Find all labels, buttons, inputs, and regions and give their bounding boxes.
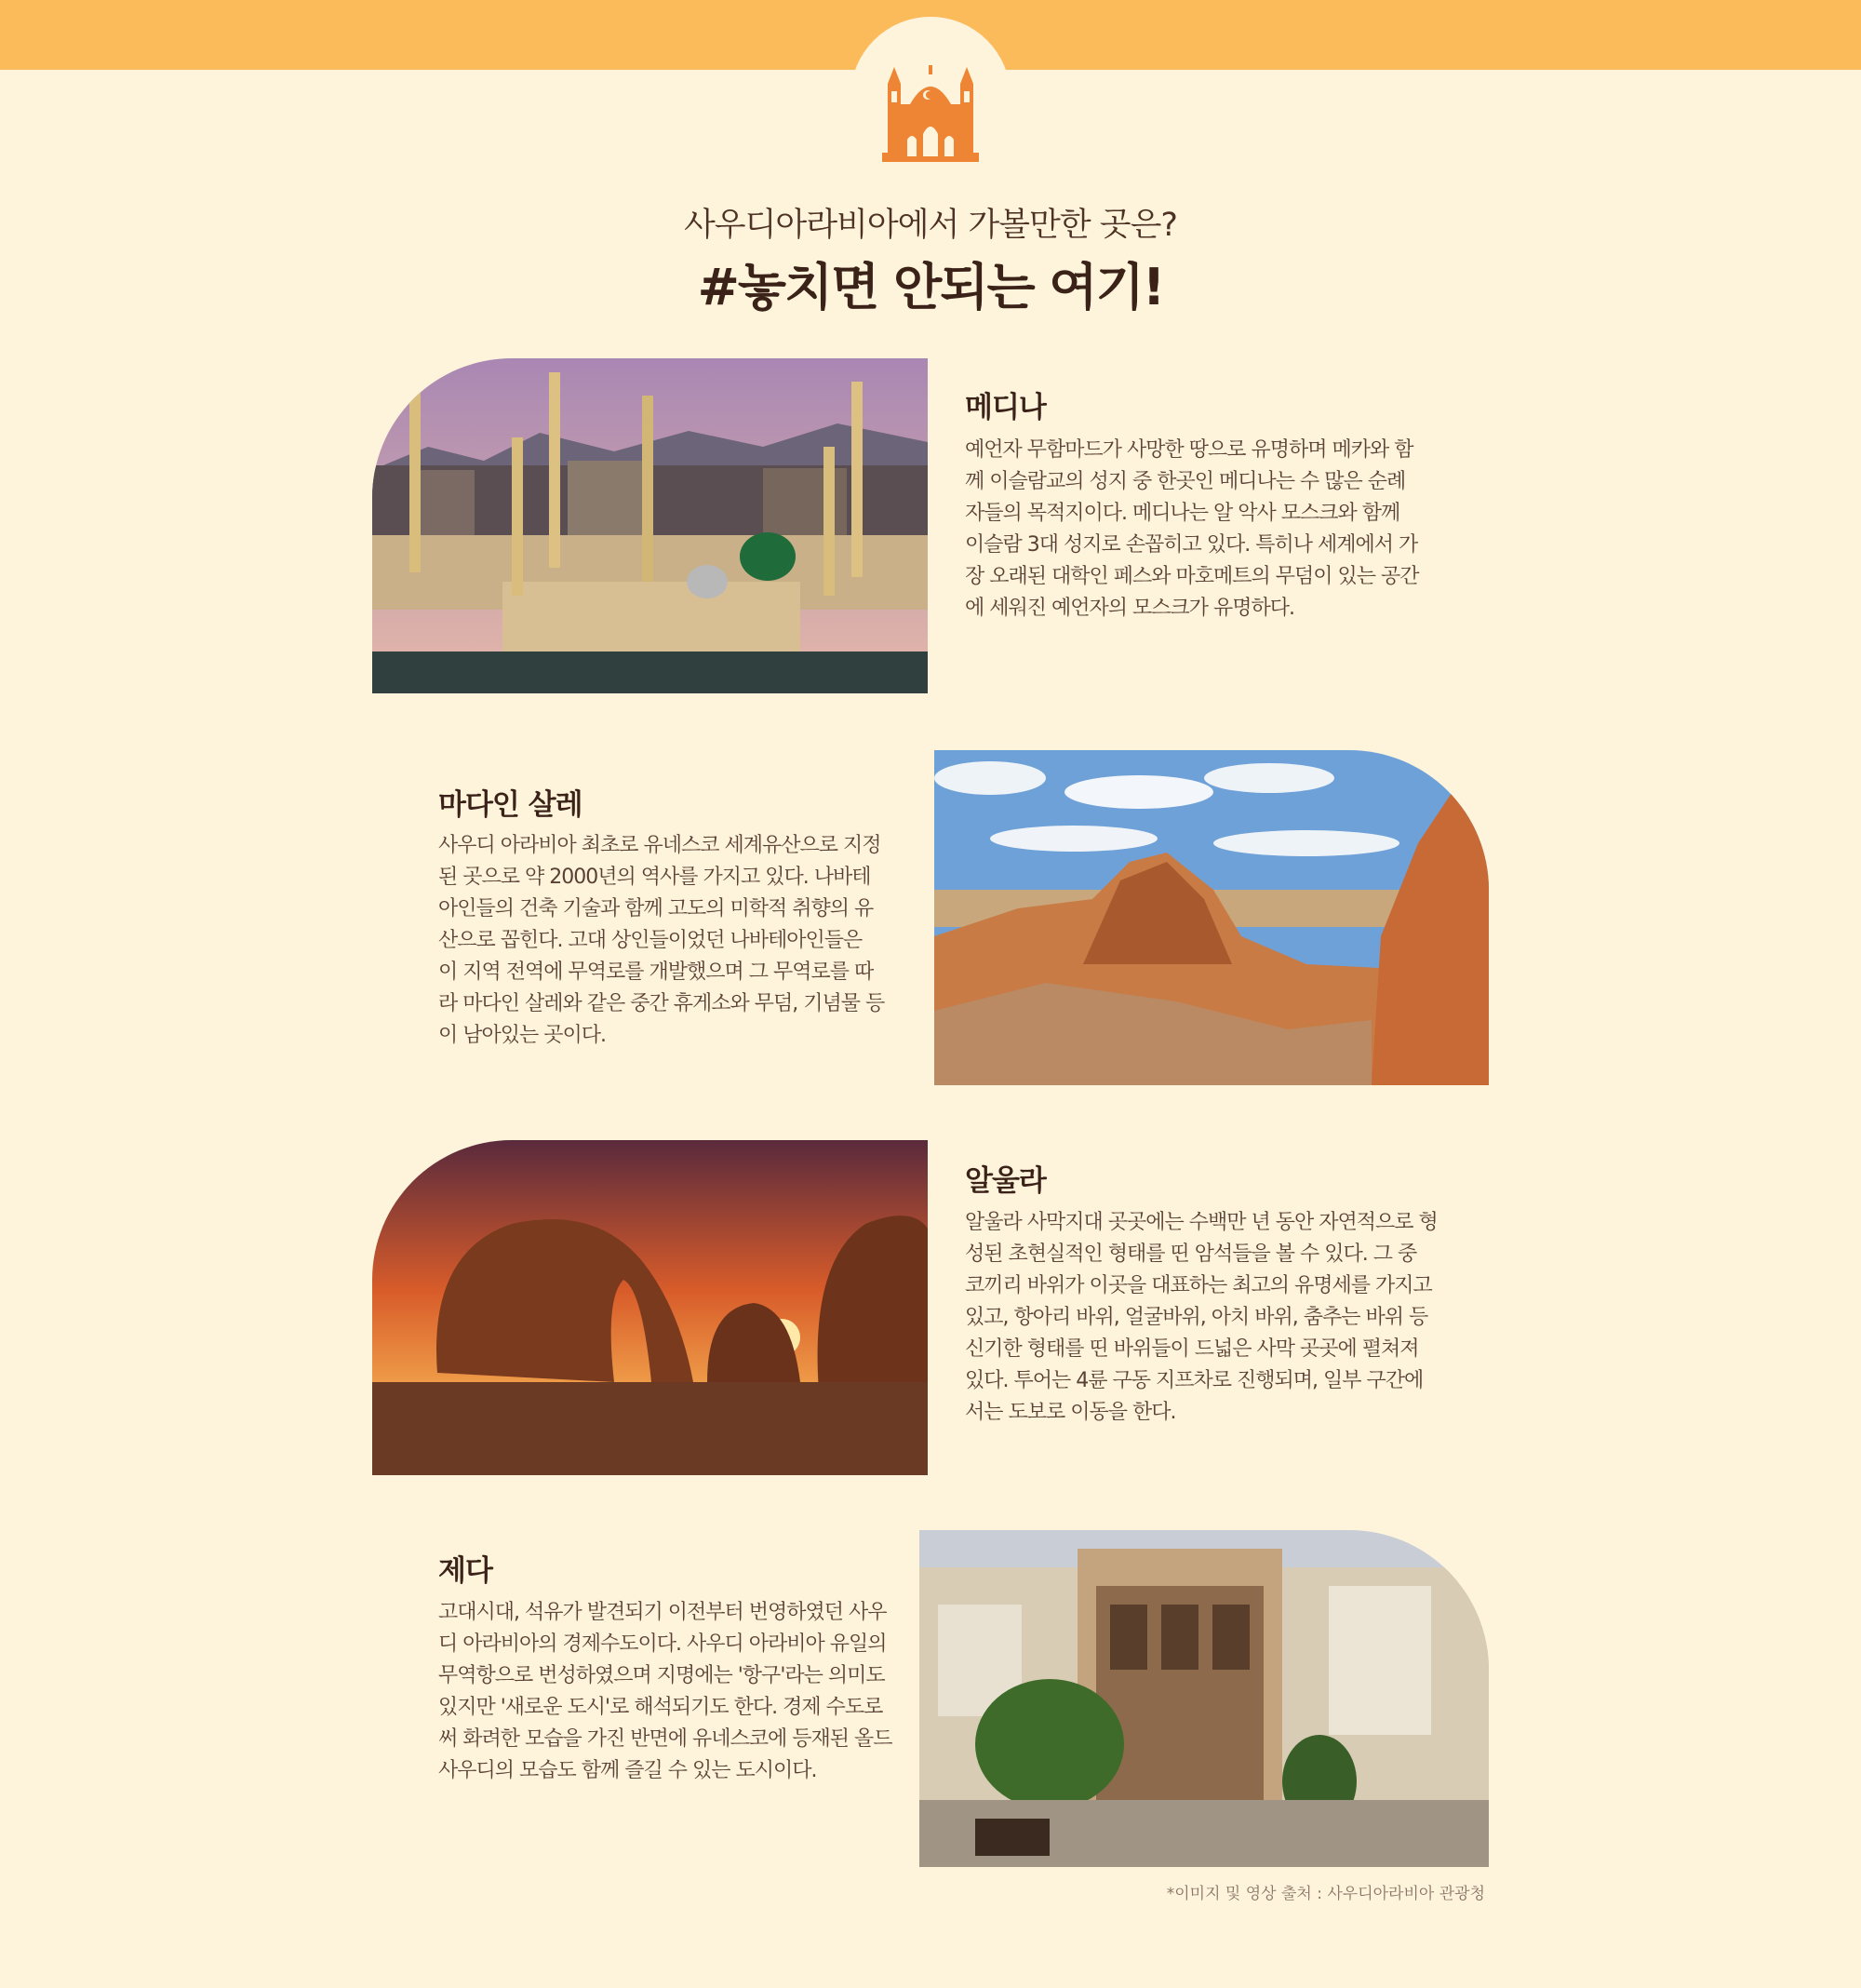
jeddah-old-town-photo [919, 1530, 1489, 1867]
medina-mosque-photo [372, 358, 928, 693]
image-source-credit: *이미지 및 영상 출처 : 사우디아라비아 관광청 [1166, 1885, 1485, 1903]
section-title-jeddah: 제다 [438, 1554, 492, 1588]
section-body-madain-saleh: 사우디 아라비아 최초로 유네스코 세계유산으로 지정된 곳으로 약 2000년의 역사를 가지고 있다. 나바테아인들의 건축 기술과 함께 고도의 미학적 취향의 유산으로 꼽힌다. 고대 상인들이었던 나바테아인들은 이 지역 전역에 무역로를 개발했으며 그 무역로를 따라 마다인 살레와 같은 중간 휴게소와 무덤, 기념물 등이 남아있는 곳이다. [438, 834, 885, 1047]
section-body-medina: 예언자 무함마드가 사망한 땅으로 유명하며 메카와 함께 이슬람교의 성지 중 한곳인 메디나는 수 많은 순례자들의 목적지이다. 메디나는 알 악사 모스크와 함께 이슬람 3대 성지로 손꼽히고 있다. 특히나 세계에서 가장 오래된 대학인 페스와 마호메트의 무덤이 있는 공간에 세워진 예언자의 모스크가 유명하다. [965, 438, 1419, 620]
section-body-alula: 알울라 사막지대 곳곳에는 수백만 년 동안 자연적으로 형성된 초현실적인 형태를 띤 암석들을 볼 수 있다. 그 중 코끼리 바위가 이곳을 대표하는 최고의 유명세를 가지고 있고, 항아리 바위, 얼굴바위, 아치 바위, 춤추는 바위 등 신기한 형태를 띤 바위들이 드넓은 사막 곳곳에 펼쳐져 있다. 투어는 4륜 구동 지프차로 진행되며, 일부 구간에서는 도보로 이동을 한다. [965, 1211, 1438, 1424]
page-title: #놓치면 안되는 여기! [697, 258, 1164, 316]
page-subtitle: 사우디아라비아에서 가볼만한 곳은? [684, 207, 1177, 244]
alula-elephant-rock-photo [372, 1140, 928, 1475]
section-title-madain-saleh: 마다인 살레 [438, 788, 582, 822]
madain-saleh-canyon-photo [934, 750, 1489, 1085]
section-title-medina: 메디나 [965, 391, 1046, 424]
section-body-jeddah: 고대시대, 석유가 발견되기 이전부터 번영하였던 사우디 아라비아의 경제수도이다. 사우디 아라비아 유일의 무역항으로 번성하였으며 지명에는 '항구'라는 의미도 있지만 '새로운 도시'로 해석되기도 한다. 경제 수도로써 화려한 모습을 가진 반면에 유네스코에 등재된 올드 사우디의 모습도 함께 즐길 수 있는 도시이다. [438, 1601, 892, 1782]
section-title-alula: 알울라 [965, 1164, 1046, 1198]
mosque-icon [882, 63, 979, 162]
